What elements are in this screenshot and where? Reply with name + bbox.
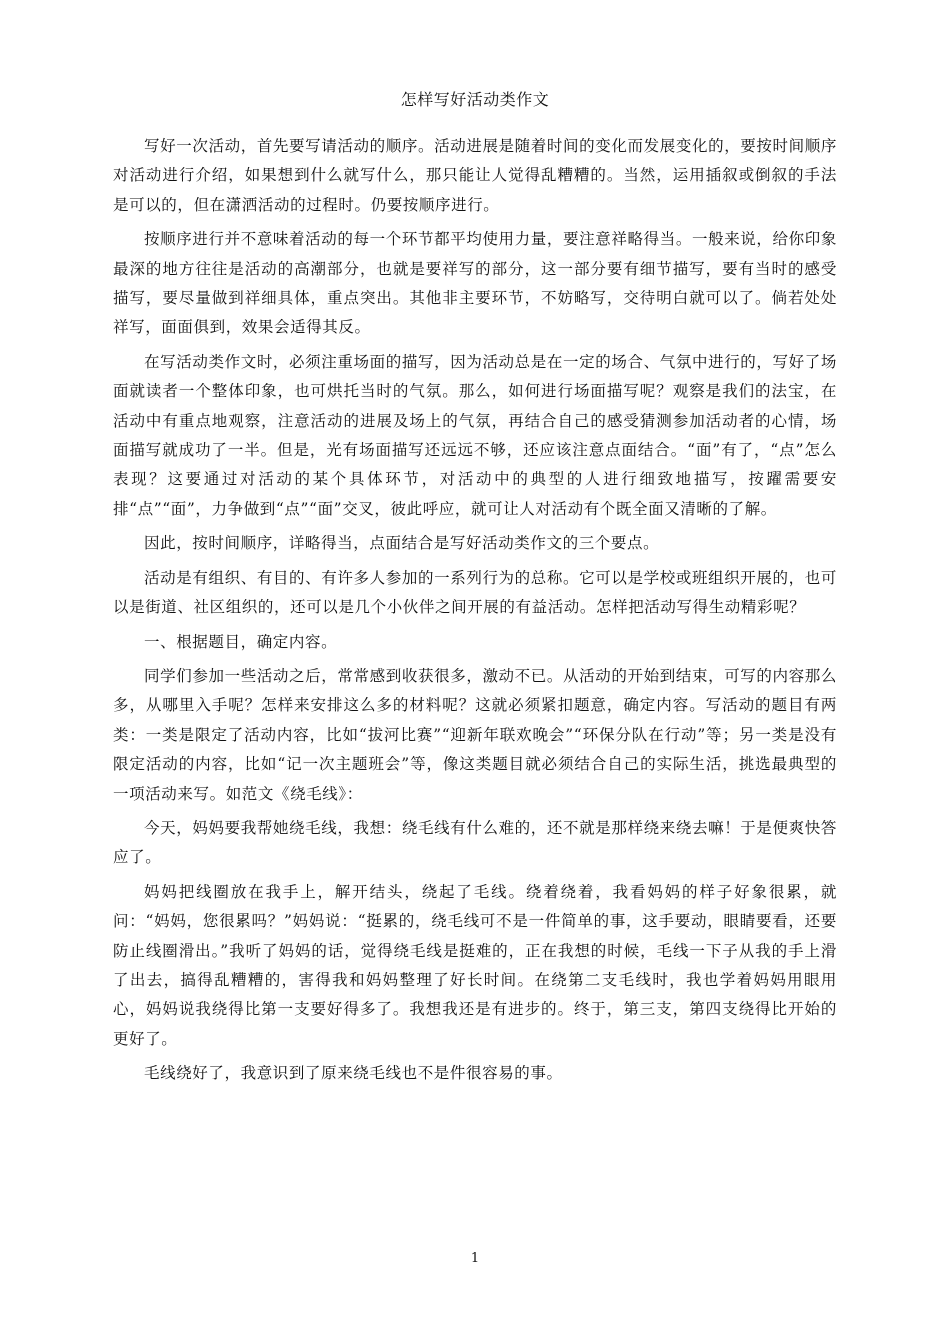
document-title: 怎样写好活动类作文 <box>400 90 550 109</box>
sample-paragraph-2: 妈妈把线圈放在我手上，解开结头，绕起了毛线。绕着绕着，我看妈妈的样子好象很累，就问：“妈妈，您很累吗？”妈妈说：“挺累的，绕毛线可不是一件简单的事，这手要动，眼睛要看，还要防止线圈滑出。”我听了妈妈的话，觉得绕毛线是挺难的，正在我想的时候，毛线一下子从我的手上滑了出去，搞得乱糟糟的，害得我和妈妈整理了好长时间。在绕第二支毛线时，我也学着妈妈用眼用心，妈妈说我绕得比第一支要好得多了。我想我还是有进步的。终于，第三支，第四支绕得比开始的更好了。 <box>113 882 837 1048</box>
section-heading: 一、根据题目，确定内容。 <box>144 632 338 651</box>
paragraph-7: 同学们参加一些活动之后，常常感到收获很多，激动不已。从活动的开始到结束，可写的内容那么多，从哪里入手呢？怎样来安排这么多的材料呢？这就必须紧扣题意，确定内容。写活动的题目有两类：一类是限定了活动内容，比如“拔河比赛”“迎新年联欢晚会”“环保分队在行动”等；另一类是没有限定活动的内容，比如“记一次主题班会”等，像这类题目就必须结合自己的实际生活，挑选最典型的一项活动来写。如范文《绕毛线》： <box>113 666 837 803</box>
paragraph-2: 按顺序进行并不意味着活动的每一个环节都平均使用力量，要注意祥略得当。一般来说，给你印象最深的地方往往是活动的高潮部分，也就是要祥写的部分，这一部分要有细节描写，要有当时的感受描写，要尽量做到祥细具体，重点突出。其他非主要环节，不妨略写，交待明白就可以了。倘若处处祥写，面面俱到，效果会适得其反。 <box>113 230 837 337</box>
paragraph-3: 在写活动类作文时，必须注重场面的描写，因为活动总是在一定的场合、气氛中进行的，写好了场面就读者一个整体印象，也可烘托当时的气氛。那么，如何进行场面描写呢？观察是我们的法宝，在活动中有重点地观察，注意活动的进展及场上的气氛，再结合自己的感受猜测参加活动者的心情，场面描写就成功了一半。但是，光有场面描写还远远不够，还应该注意点面结合。“面”有了，“点”怎么表现？这要通过对活动的某个具体环节，对活动中的典型的人进行细致地描写，按躍需要安排“点”“面”，力争做到“点”“面”交叉，彼此呼应，就可让人对活动有个既全面又清晰的了解。 <box>113 352 837 518</box>
sample-paragraph-3: 毛线绕好了，我意识到了原来绕毛线也不是件很容易的事。 <box>144 1064 563 1083</box>
paragraph-4: 因此，按时间顺序，详略得当，点面结合是写好活动类作文的三个要点。 <box>144 534 660 553</box>
page-number: 1 <box>470 1251 480 1266</box>
document-page <box>113 88 837 1094</box>
sample-paragraph-1: 今天，妈妈要我帮她绕毛线，我想：绕毛线有什么难的，还不就是那样绕来绕去嘛！于是便爽快答应了。 <box>113 818 837 867</box>
paragraph-5: 活动是有组织、有目的、有许多人参加的一系列行为的总称。它可以是学校或班组织开展的，也可以是街道、社区组织的，还可以是几个小伙伴之间开展的有益活动。怎样把活动写得生动精彩呢？ <box>113 568 837 617</box>
paragraph-1: 写好一次活动，首先要写请活动的顺序。活动进展是随着时间的变化而发展变化的，要按时间顺序对活动进行介绍，如果想到什么就写什么，那只能让人觉得乱糟糟的。当然，运用插叙或倒叙的手法是可以的，但在潇洒活动的过程时。仍要按顺序进行。 <box>113 137 837 214</box>
